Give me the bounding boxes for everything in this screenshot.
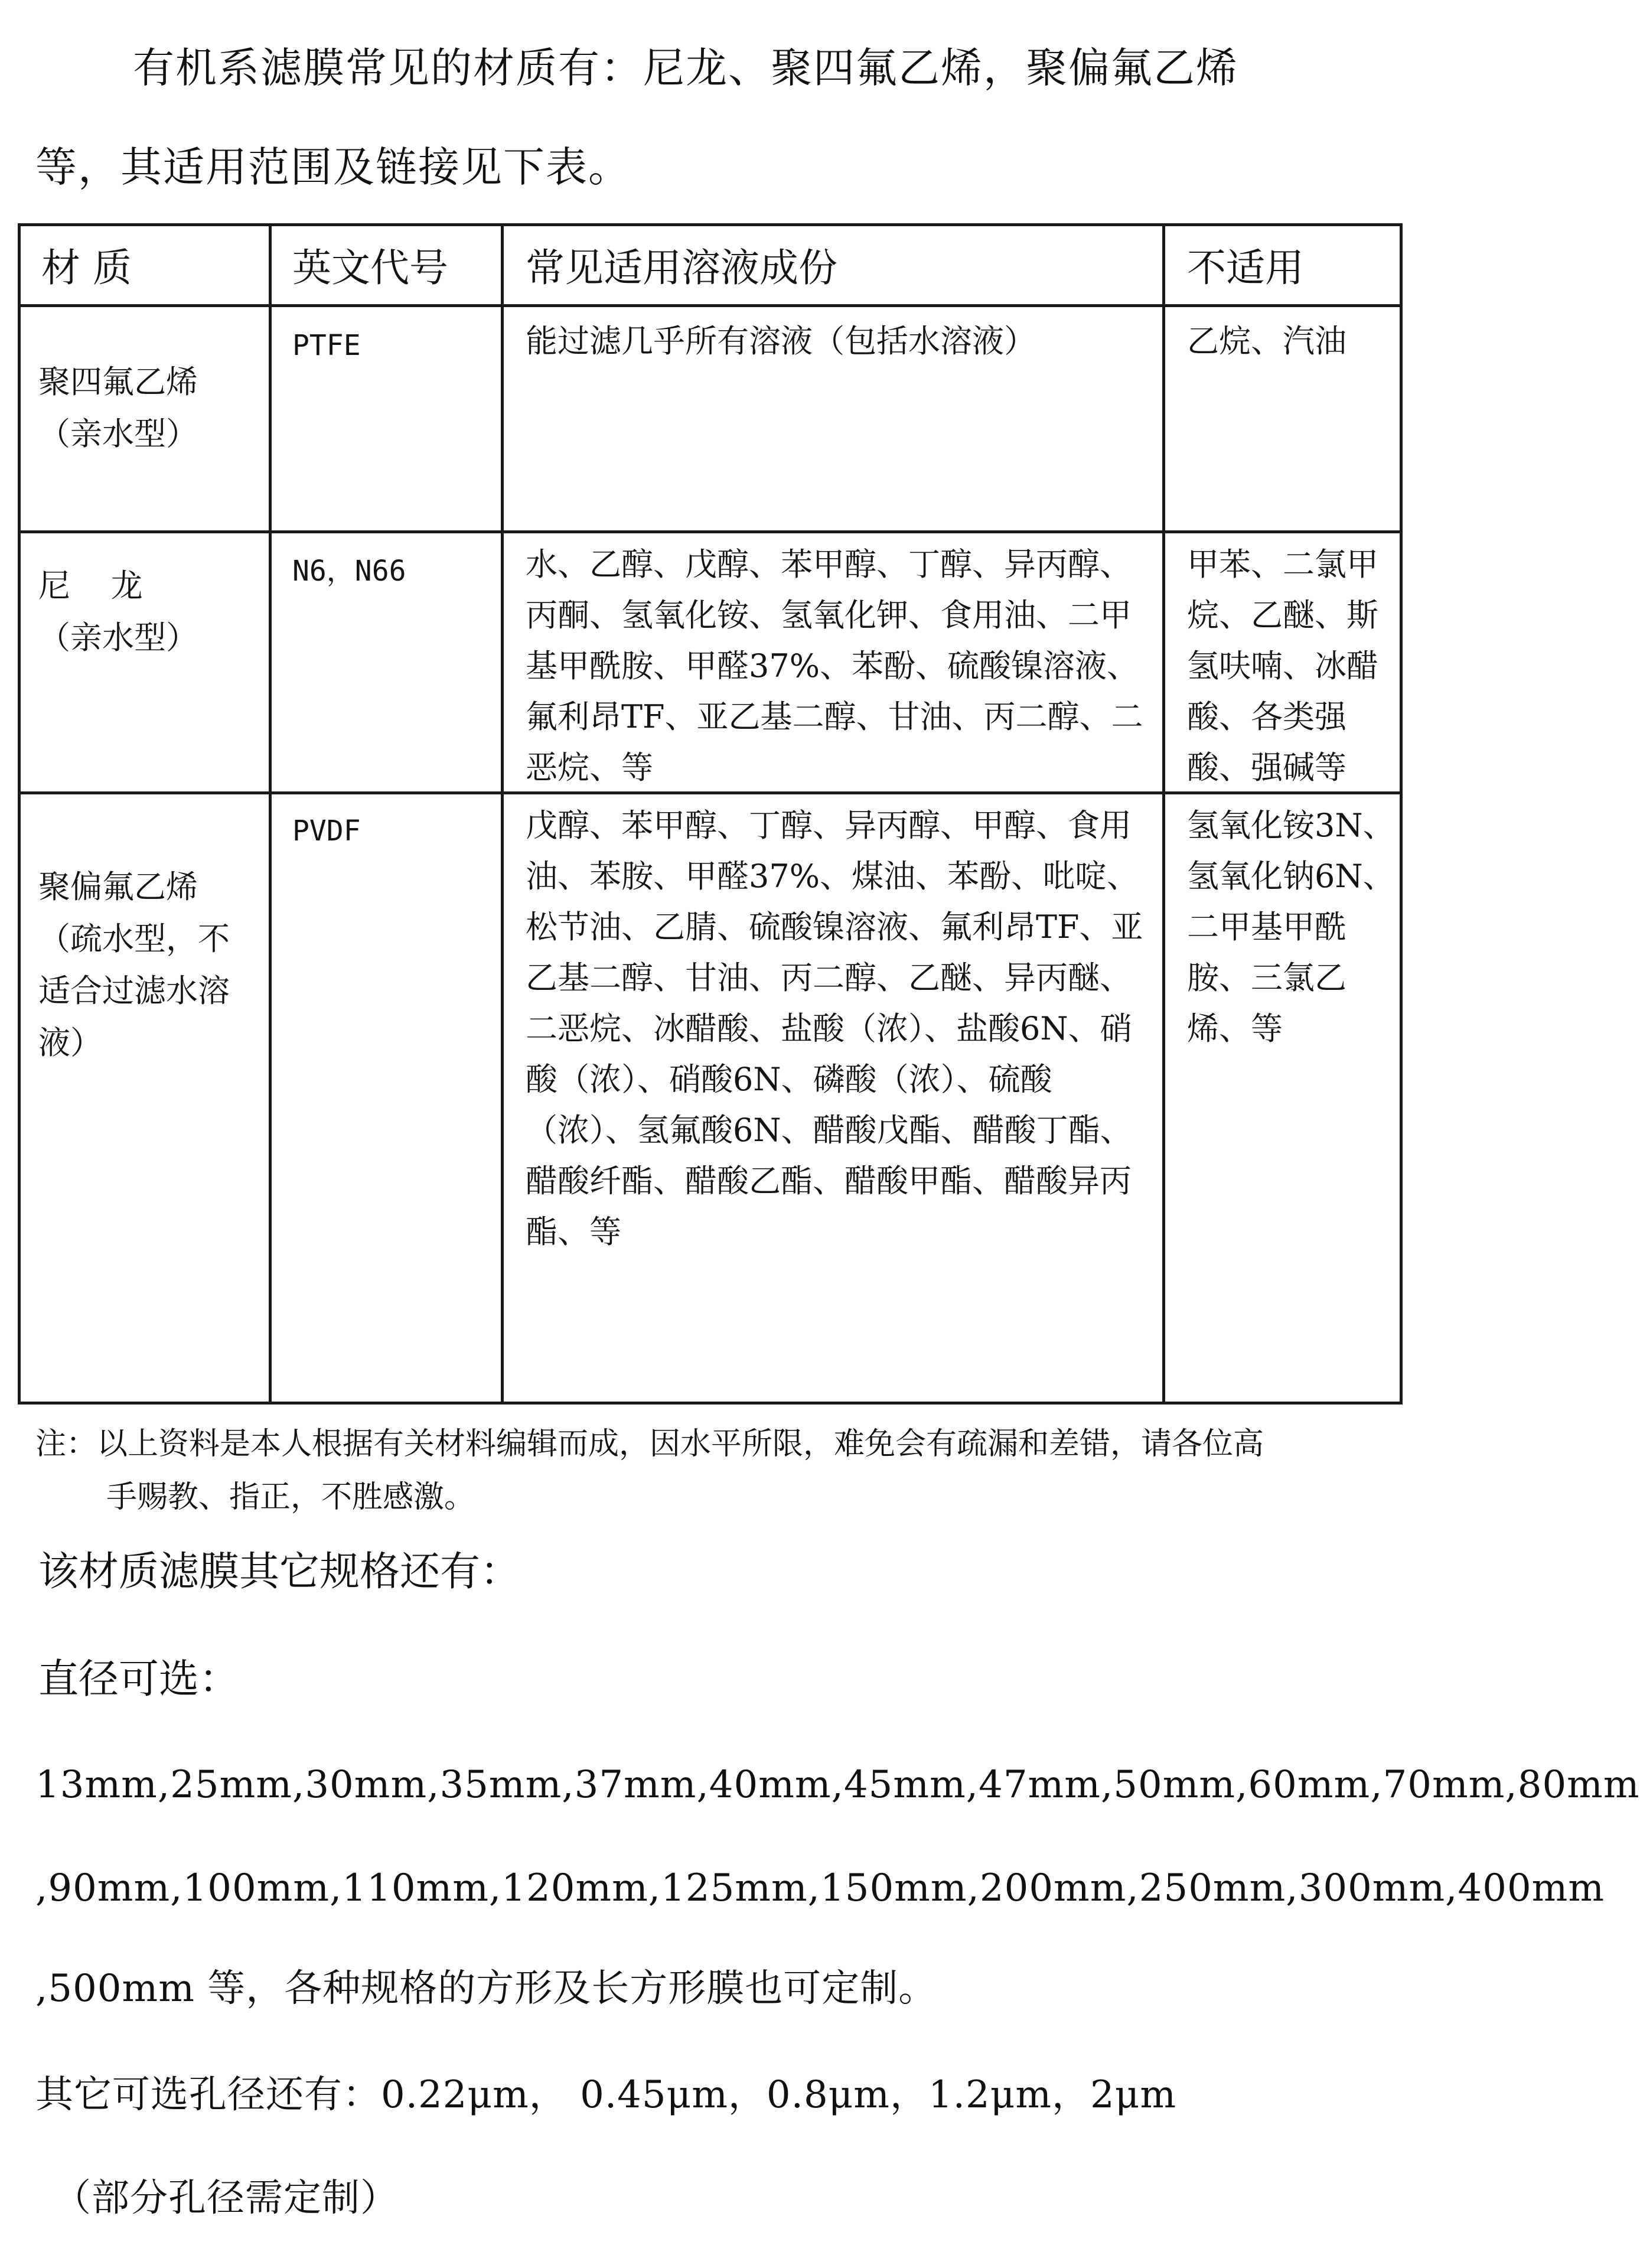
other-specs-heading: 该材质滤膜其它规格还有： bbox=[38, 1549, 521, 1595]
pore-custom-note: （部分孔径需定制） bbox=[53, 2176, 399, 2220]
material-type: （亲水型） bbox=[38, 415, 198, 452]
row-3-code: PVDF bbox=[292, 814, 361, 848]
row-3-material bbox=[38, 861, 266, 1069]
pore-size-list: 其它可选孔径还有：0.22μm， 0.45μm，0.8μm，1.2μm，2μm bbox=[35, 2073, 1177, 2117]
material-type-line: （疏水型，不 bbox=[38, 920, 230, 957]
row-3-suitable: 戊醇、苯甲醇、丁醇、异丙醇、甲醇、食用油、苯胺、甲醛37%、煤油、苯酚、吡啶、松节油、乙腈、硫酸镍溶液、氟利昂TF、亚乙基二醇、甘油、丙二醇、乙醚、异丙醚、二恶烷、冰醋酸、盐酸（浓）、盐酸6N、硝酸（浓）、硝酸6N、磷酸（浓）、硫酸（浓）、氢氟酸6N、醋酸戊酯、醋酸丁酯、醋酸纤酯、醋酸乙酯、醋酸甲酯、醋酸异丙酯、等 bbox=[526, 807, 1143, 1250]
diameter-list-line-3: ,500mm 等，各种规格的方形及长方形膜也可定制。 bbox=[35, 1967, 937, 2010]
membrane-material-table bbox=[18, 223, 1403, 1405]
row-3-unsuitable: 氢氧化铵3N、氢氧化钠6N、二甲基甲酰胺、三氯乙烯、等 bbox=[1187, 807, 1395, 1047]
material-name: 尼 龙 bbox=[38, 567, 143, 604]
intro-line-1: 有机系滤膜常见的材质有：尼龙、聚四氟乙烯，聚偏氟乙烯 bbox=[133, 44, 1238, 92]
row-2-code: N6，N66 bbox=[292, 555, 406, 588]
diameter-list-line-2: ,90mm,100mm,110mm,120mm,125mm,150mm,200mm,250mm,300mm,400mm bbox=[35, 1866, 1605, 1910]
footnote-line-2: 手赐教、指正，不胜感激。 bbox=[106, 1480, 475, 1515]
row-1-suitable: 能过滤几乎所有溶液（包括水溶液） bbox=[526, 322, 1036, 360]
material-name: 聚偏氟乙烯 bbox=[38, 868, 198, 905]
header-code: 英文代号 bbox=[292, 245, 448, 291]
column-divider bbox=[1162, 226, 1165, 1402]
row-2-material bbox=[38, 560, 266, 664]
row-divider bbox=[21, 530, 1400, 533]
column-divider bbox=[269, 226, 272, 1402]
diameter-list-line-1: 13mm,25mm,30mm,35mm,37mm,40mm,45mm,47mm,50mm,60mm,70mm,80mm bbox=[35, 1763, 1640, 1807]
row-1-material bbox=[38, 356, 266, 460]
material-type-line: 适合过滤水溶 bbox=[38, 972, 230, 1009]
intro-line-2: 等，其适用范围及链接见下表。 bbox=[35, 143, 631, 191]
material-type-line: 液） bbox=[38, 1024, 102, 1061]
material-type: （亲水型） bbox=[38, 619, 198, 656]
column-divider bbox=[501, 226, 504, 1402]
table-footnote bbox=[35, 1418, 1406, 1524]
row-2-unsuitable: 甲苯、二氯甲烷、乙醚、斯氢呋喃、冰醋酸、各类强酸、强碱等 bbox=[1187, 546, 1378, 786]
header-suitable: 常见适用溶液成份 bbox=[526, 245, 837, 291]
row-1-code: PTFE bbox=[292, 329, 361, 362]
footnote-line-1: 注：以上资料是本人根据有关材料编辑而成，因水平所限，难免会有疏漏和差错，请各位高 bbox=[35, 1426, 1264, 1462]
row-2-suitable: 水、乙醇、戊醇、苯甲醇、丁醇、异丙醇、丙酮、氢氧化铵、氢氧化钾、食用油、二甲基甲酰胺、甲醛37%、苯酚、硫酸镍溶液、氟利昂TF、亚乙基二醇、甘油、丙二醇、二恶烷、等 bbox=[526, 546, 1143, 786]
header-unsuitable: 不适用 bbox=[1187, 245, 1304, 291]
material-name: 聚四氟乙烯 bbox=[38, 363, 198, 400]
header-material: 材 质 bbox=[41, 245, 132, 291]
row-divider bbox=[21, 304, 1400, 307]
diameter-heading: 直径可选： bbox=[38, 1656, 240, 1703]
row-1-unsuitable: 乙烷、汽油 bbox=[1187, 322, 1346, 360]
